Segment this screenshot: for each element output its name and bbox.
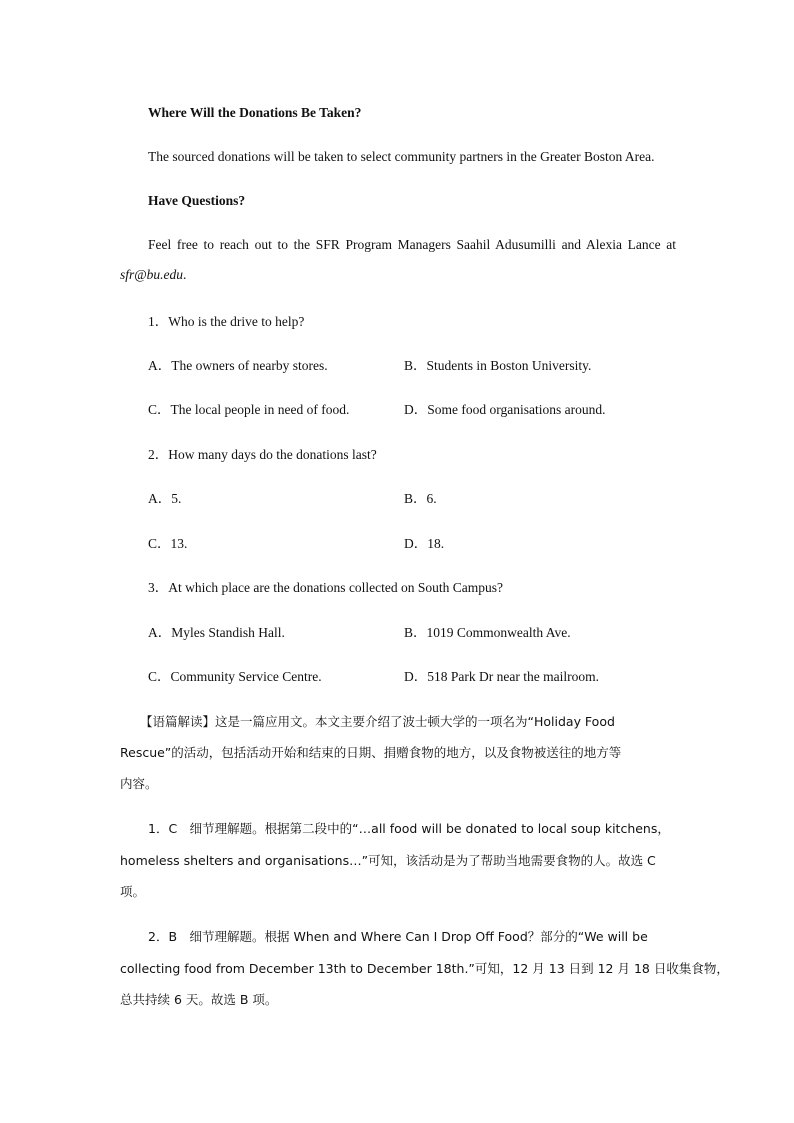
answer-2-line-1: 2．B 细节理解题。根据 When and Where Can I Drop Off Food？部分的“We will be — [148, 929, 648, 944]
contact-email: sfr@bu.edu — [120, 267, 184, 282]
question-2-option-b: B．6. — [404, 491, 437, 506]
option-row — [120, 665, 676, 689]
section-heading-questions: Have Questions? — [148, 193, 246, 208]
question-3-option-a: A．Myles Standish Hall. — [148, 625, 285, 640]
question-2-option-a: A．5. — [148, 491, 182, 506]
question-1-option-a: A．The owners of nearby stores. — [148, 358, 328, 373]
option-row — [120, 354, 676, 378]
question-3-option-d: D．518 Park Dr near the mailroom. — [404, 669, 599, 684]
answer-1-line-2: homeless shelters and organisations…”可知，该活动是为了帮助当地需要食物的人。故选 C — [120, 853, 656, 868]
analysis-intro-line-3: 内容。 — [120, 776, 158, 791]
question-1-option-b: B．Students in Boston University. — [404, 358, 592, 373]
answer-2-line-3: 总共持续 6 天。故选 B 项。 — [120, 992, 278, 1007]
section-text-where: The sourced donations will be taken to select community partners in the Greater Boston Area. — [148, 149, 655, 164]
contact-email-suffix: . — [183, 267, 187, 282]
question-3-stem: 3．At which place are the donations collected on South Campus? — [148, 580, 504, 595]
question-3-option-b: B．1019 Commonwealth Ave. — [404, 625, 571, 640]
question-1-stem: 1．Who is the drive to help? — [148, 314, 305, 329]
question-stem — [120, 443, 676, 467]
question-1-option-c: C．The local people in need of food. — [148, 402, 350, 417]
question-2-option-d: D．18. — [404, 536, 445, 551]
answer-1-line-1: 1．C 细节理解题。根据第二段中的“…all food will be donated to local soup kitchens， — [148, 821, 670, 836]
option-row — [120, 487, 676, 511]
option-row — [120, 398, 676, 422]
question-2-stem: 2．How many days do the donations last? — [148, 447, 377, 462]
question-1-option-d: D．Some food organisations around. — [404, 402, 606, 417]
analysis-intro-line-2: Rescue”的活动，包括活动开始和结束的日期、捐赠食物的地方，以及食物被送往的地方等 — [120, 745, 622, 760]
answer-2-line-2: collecting food from December 13th to December 18th.”可知，12 月 13 日到 12 月 18 日收集食物， — [120, 961, 729, 976]
option-row — [120, 621, 676, 645]
section-heading-where: Where Will the Donations Be Taken? — [148, 105, 362, 120]
section-text-questions — [120, 230, 676, 290]
analysis-intro-line-1: 【语篇解读】这是一篇应用文。本文主要介绍了波士顿大学的一项名为“Holiday Food — [140, 714, 615, 729]
question-2-option-c: C．13. — [148, 536, 188, 551]
answer-1-line-3: 项。 — [120, 884, 146, 899]
option-row — [120, 532, 676, 556]
question-3-option-c: C．Community Service Centre. — [148, 669, 322, 684]
question-stem — [120, 576, 676, 600]
contact-text: Feel free to reach out to the SFR Program Managers Saahil Adusumilli and Alexia Lance at — [148, 237, 676, 252]
question-stem — [120, 310, 676, 334]
